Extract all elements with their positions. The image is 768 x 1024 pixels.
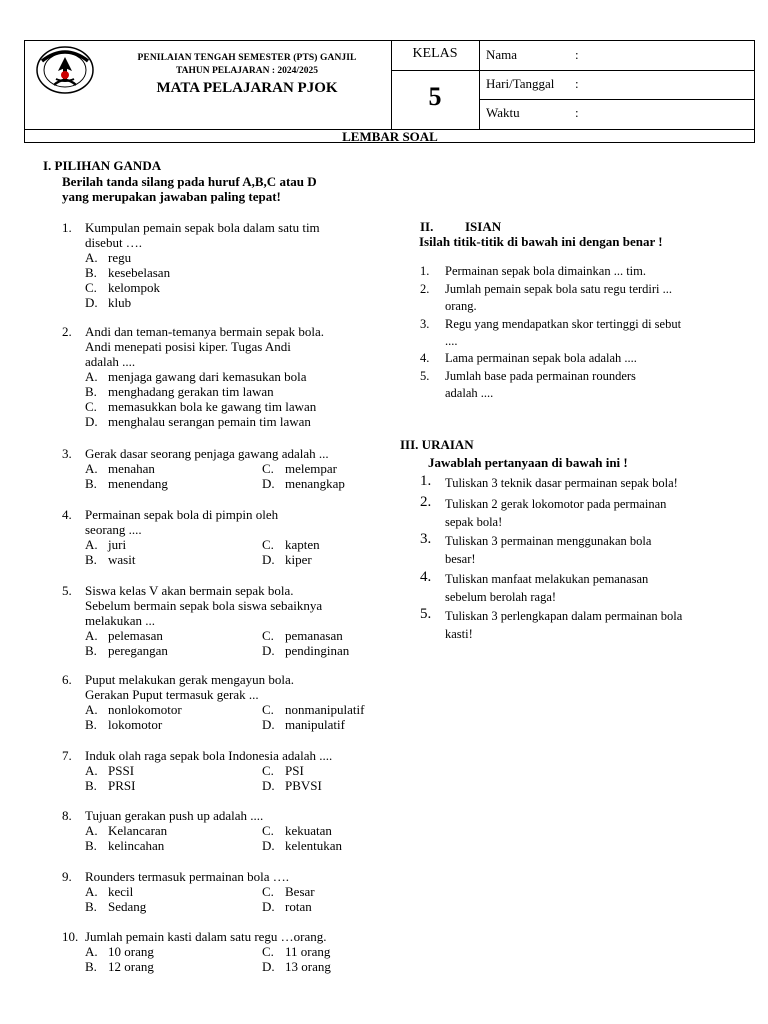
option-text: menahan: [108, 461, 155, 476]
option-letter: B.: [85, 717, 97, 732]
option-letter: D.: [262, 899, 275, 914]
option-letter: B.: [85, 265, 97, 280]
section-2-title: ISIAN: [465, 219, 502, 234]
question-text-line: Rounders termasuk permainan bola ….: [85, 869, 289, 884]
question-text: [85, 583, 385, 628]
date-label: Hari/Tanggal: [486, 76, 555, 91]
item-text-line: orang.: [445, 299, 477, 313]
question-text-line: Gerakan Puput termasuk gerak ...: [85, 687, 259, 702]
section-3-title: III. URAIAN: [400, 437, 474, 452]
question-text: [85, 446, 385, 461]
item-text: [445, 495, 740, 531]
option-letter: B.: [85, 959, 97, 974]
option-text: pelemasan: [108, 628, 163, 643]
question-number: 9.: [62, 869, 72, 884]
question-number: 6.: [62, 672, 72, 687]
item-text: [445, 532, 740, 568]
item-text-line: adalah ....: [445, 386, 494, 400]
option-text: wasit: [108, 552, 136, 567]
question-text-line: Siswa kelas V akan bermain sepak bola.: [85, 583, 294, 598]
option-text: rotan: [285, 899, 312, 914]
option-letter: C.: [262, 461, 274, 476]
option-text: PSI: [285, 763, 304, 778]
option-letter: A.: [85, 702, 98, 717]
option-letter: C.: [262, 823, 274, 838]
class-value: 5: [428, 82, 442, 111]
section-2-number: II.: [420, 219, 434, 234]
section-1-instruction-line2: yang merupakan jawaban paling tepat!: [62, 189, 281, 204]
option-letter: D.: [262, 778, 275, 793]
option-text: peregangan: [108, 643, 168, 658]
option-text: PSSI: [108, 763, 135, 778]
option-letter: D.: [262, 643, 275, 658]
option-letter: B.: [85, 476, 97, 491]
option-text: PBVSI: [285, 778, 322, 793]
item-number: 3.: [420, 531, 432, 547]
question-text-line: Andi menepati posisi kiper. Tugas Andi: [85, 339, 291, 354]
option-letter: C.: [262, 944, 274, 959]
item-text: [445, 570, 740, 606]
option-text: 13 orang: [285, 959, 331, 974]
question-text: [85, 929, 385, 944]
option-text: kelincahan: [108, 838, 165, 853]
question-text: [85, 324, 385, 369]
item-text: [445, 316, 735, 350]
option-text: menghadang gerakan tim lawan: [108, 384, 274, 399]
option-letter: D.: [262, 552, 275, 567]
option-text: klub: [108, 295, 132, 310]
item-text-line: Tuliskan manfaat melakukan pemanasan: [445, 572, 649, 586]
item-text-line: sebelum berolah raga!: [445, 590, 557, 604]
academic-year: TAHUN PELAJARAN : 2024/2025: [175, 66, 319, 76]
option-text: manipulatif: [285, 717, 345, 732]
option-text: kapten: [285, 537, 320, 552]
section-2-instruction: Isilah titik-titik di bawah ini dengan benar !: [419, 234, 663, 249]
option-text: 12 orang: [108, 959, 154, 974]
question-text-line: Kumpulan pemain sepak bola dalam satu tim: [85, 220, 320, 235]
item-number: 2.: [420, 282, 430, 296]
name-field[interactable]: [480, 41, 755, 71]
option-text: kekuatan: [285, 823, 332, 838]
name-colon: :: [575, 47, 579, 62]
question-text-line: Tujuan gerakan push up adalah ....: [85, 808, 264, 823]
option-text: pendinginan: [285, 643, 350, 658]
item-text-line: ....: [445, 334, 458, 348]
option-text: menendang: [108, 476, 168, 491]
sheet-title-row: [25, 129, 755, 144]
option-text: juri: [108, 537, 127, 552]
question-text-line: Puput melakukan gerak mengayun bola.: [85, 672, 295, 687]
question-number: 10.: [62, 929, 79, 944]
question-text-line: Andi dan teman-temanya bermain sepak bola.: [85, 324, 324, 339]
name-label: Nama: [486, 47, 518, 62]
option-text: menjaga gawang dari kemasukan bola: [108, 369, 307, 384]
option-text: 10 orang: [108, 944, 154, 959]
item-number: 4.: [420, 351, 430, 365]
class-cell: [391, 41, 480, 129]
option-text: menghalau serangan pemain tim lawan: [108, 414, 311, 429]
option-letter: A.: [85, 250, 98, 265]
item-text: [445, 281, 735, 315]
option-text: pemanasan: [285, 628, 343, 643]
option-letter: B.: [85, 384, 97, 399]
exam-title: PENILAIAN TENGAH SEMESTER (PTS) GANJIL: [137, 53, 357, 63]
option-text: menangkap: [285, 476, 345, 491]
item-text-line: Tuliskan 3 teknik dasar permainan sepak bola!: [445, 476, 678, 490]
question-text-line: Permainan sepak bola di pimpin oleh: [85, 507, 279, 522]
date-colon: :: [575, 76, 579, 91]
time-label: Waktu: [486, 105, 520, 120]
tut-wuri-handayani-logo-icon: [34, 45, 96, 95]
option-letter: B.: [85, 838, 97, 853]
option-text: nonlokomotor: [108, 702, 182, 717]
question-text: [85, 869, 385, 884]
option-letter: B.: [85, 643, 97, 658]
item-text-line: Permainan sepak bola dimainkan ... tim.: [445, 264, 646, 278]
question-text: [85, 748, 385, 763]
time-colon: :: [575, 105, 579, 120]
option-text: 11 orang: [285, 944, 331, 959]
option-letter: A.: [85, 884, 98, 899]
item-text: [445, 368, 735, 402]
student-info-cells: [480, 41, 755, 129]
item-number: 5.: [420, 369, 430, 383]
question-number: 2.: [62, 324, 72, 339]
question-number: 7.: [62, 748, 72, 763]
option-letter: A.: [85, 763, 98, 778]
option-text: Kelancaran: [108, 823, 168, 838]
option-letter: A.: [85, 369, 98, 384]
question-number: 8.: [62, 808, 72, 823]
question-text: [85, 808, 385, 823]
option-letter: C.: [262, 763, 274, 778]
time-field[interactable]: [480, 99, 755, 129]
item-text-line: Regu yang mendapatkan skor tertinggi di sebut: [445, 317, 682, 331]
question-text-line: seorang ....: [85, 522, 142, 537]
option-text: kelompok: [108, 280, 160, 295]
option-letter: A.: [85, 823, 98, 838]
section-1-title: I. PILIHAN GANDA: [43, 158, 162, 173]
option-letter: C.: [262, 628, 274, 643]
option-letter: D.: [85, 414, 98, 429]
item-text-line: Jumlah pemain sepak bola satu regu terdiri ...: [445, 282, 673, 296]
option-text: lokomotor: [108, 717, 163, 732]
option-letter: D.: [262, 959, 275, 974]
option-text: Sedang: [108, 899, 147, 914]
question-text-line: disebut ….: [85, 235, 143, 250]
option-letter: C.: [262, 884, 274, 899]
option-letter: C.: [85, 399, 97, 414]
question-text-line: Induk olah raga sepak bola Indonesia adalah ....: [85, 748, 333, 763]
item-text-line: Jumlah base pada permainan rounders: [445, 369, 636, 383]
option-text: kecil: [108, 884, 134, 899]
item-text: [445, 607, 740, 643]
question-text-line: Jumlah pemain kasti dalam satu regu …orang.: [85, 929, 327, 944]
item-number: 1.: [420, 264, 430, 278]
question-number: 4.: [62, 507, 72, 522]
item-text-line: sepak bola!: [445, 515, 503, 529]
question-text-line: Gerak dasar seorang penjaga gawang adalah ...: [85, 446, 329, 461]
sheet-title: LEMBAR SOAL: [342, 129, 438, 144]
item-text: [445, 350, 735, 367]
option-text: kiper: [285, 552, 312, 567]
option-letter: A.: [85, 461, 98, 476]
option-letter: D.: [262, 717, 275, 732]
option-letter: C.: [262, 702, 274, 717]
item-text-line: Tuliskan 3 permainan menggunakan bola: [445, 534, 652, 548]
exam-header-table: [24, 40, 755, 143]
option-letter: D.: [262, 476, 275, 491]
option-text: memasukkan bola ke gawang tim lawan: [108, 399, 317, 414]
option-letter: C.: [262, 537, 274, 552]
date-field[interactable]: [480, 70, 755, 100]
item-number: 1.: [420, 473, 432, 489]
option-text: PRSI: [108, 778, 136, 793]
question-text-line: melakukan ...: [85, 613, 156, 628]
item-number: 2.: [420, 494, 432, 510]
option-letter: A.: [85, 537, 98, 552]
option-letter: B.: [85, 778, 97, 793]
question-text-line: Sebelum bermain sepak bola siswa sebaiknya: [85, 598, 323, 613]
option-letter: A.: [85, 944, 98, 959]
option-letter: D.: [85, 295, 98, 310]
question-text: [85, 507, 385, 537]
option-text: melempar: [285, 461, 337, 476]
item-text: [445, 263, 735, 280]
option-text: kelentukan: [285, 838, 343, 853]
question-number: 1.: [62, 220, 72, 235]
option-text: regu: [108, 250, 132, 265]
question-text-line: adalah ....: [85, 354, 136, 369]
option-letter: D.: [262, 838, 275, 853]
item-number: 4.: [420, 569, 432, 585]
option-text: nonmanipulatif: [285, 702, 365, 717]
header-title-cell: [25, 41, 392, 129]
item-text: [445, 474, 740, 492]
option-letter: B.: [85, 899, 97, 914]
item-number: 3.: [420, 317, 430, 331]
class-divider: [391, 70, 479, 71]
item-number: 5.: [420, 606, 432, 622]
option-text: kesebelasan: [108, 265, 171, 280]
item-text-line: besar!: [445, 552, 476, 566]
option-text: Besar: [285, 884, 315, 899]
question-text: [85, 672, 385, 702]
class-label: KELAS: [412, 46, 458, 61]
question-number: 3.: [62, 446, 72, 461]
option-letter: B.: [85, 552, 97, 567]
option-letter: C.: [85, 280, 97, 295]
item-text-line: kasti!: [445, 627, 473, 641]
option-letter: A.: [85, 628, 98, 643]
section-1-instruction-line1: Berilah tanda silang pada huruf A,B,C atau D: [62, 174, 317, 189]
question-text: [85, 220, 385, 250]
item-text-line: Tuliskan 3 perlengkapan dalam permainan bola: [445, 609, 683, 623]
question-number: 5.: [62, 583, 72, 598]
subject-title: MATA PELAJARAN PJOK: [156, 80, 338, 96]
section-3-instruction: Jawablah pertanyaan di bawah ini !: [428, 455, 628, 470]
item-text-line: Tuliskan 2 gerak lokomotor pada permainan: [445, 497, 667, 511]
item-text-line: Lama permainan sepak bola adalah ....: [445, 351, 637, 365]
